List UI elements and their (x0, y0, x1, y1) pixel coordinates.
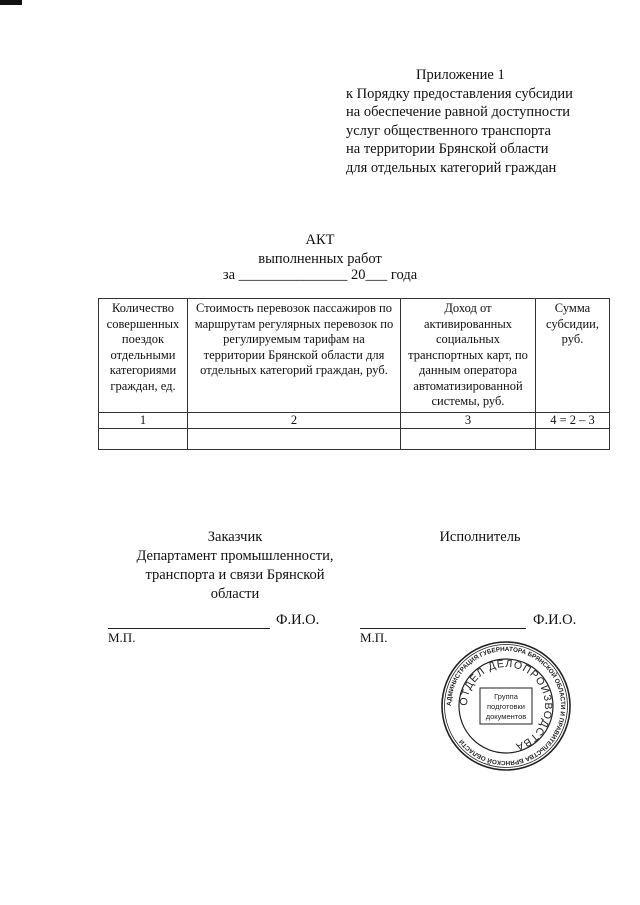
stamp-outer-text: АДМИНИСТРАЦИЯ ГУБЕРНАТОРА БРЯНСКОЙ ОБЛАСТИ И ПРАВИТЕЛЬСТВА БРЯНСКОЙ ОБЛАСТИ (445, 645, 567, 767)
header-card-income: Доход от активированных социальных транспортных карт, по данным оператора автоматизированной системы, руб. (401, 299, 536, 413)
act-subtitle: выполненных работ (258, 251, 382, 267)
scan-mark (0, 0, 22, 5)
act-table (98, 298, 610, 450)
stamp-box-line: подготовки (487, 702, 525, 711)
appendix-line: Приложение 1 (416, 67, 505, 83)
executor-block (400, 528, 560, 547)
appendix-line: для отдельных категорий граждан (346, 159, 557, 176)
table-cell (401, 429, 536, 450)
appendix-line: на территории Брянской области (346, 141, 549, 157)
stamp-box-line: Группа (494, 692, 518, 701)
table-cell (99, 429, 188, 450)
act-period: за _______________ 20___ года (222, 267, 418, 283)
customer-title: Заказчик (207, 529, 263, 545)
appendix-header (346, 66, 636, 177)
table-number-row (99, 412, 610, 429)
column-number: 2 (188, 412, 401, 429)
table-header-row (99, 299, 610, 413)
stamp-box-line: документов (485, 712, 527, 721)
customer-org: Департамент промышленности, транспорта и связи Брянской области (136, 548, 334, 602)
header-trips-count: Количество совершенных поездок отдельными категориями граждан, ед. (99, 299, 188, 413)
customer-seal-label: М.П. (108, 630, 136, 645)
act-title: АКТ (305, 232, 335, 248)
appendix-line: к Порядку предоставления субсидии (346, 85, 573, 102)
header-transport-cost: Стоимость перевозок пассажиров по маршрутам регулярных перевозок по регулируемым тарифам на территории Брянской области для отдельных категорий граждан, руб. (188, 299, 401, 413)
appendix-line: услуг общественного транспорта (346, 122, 551, 139)
stamp-inner-text: ОТДЕЛ ДЕЛОПРОИЗВОДСТВА (457, 657, 555, 753)
table-cell (188, 429, 401, 450)
table-cell (536, 429, 610, 450)
column-number: 1 (99, 412, 188, 429)
customer-signature-line (108, 614, 270, 629)
executor-title: Исполнитель (439, 529, 521, 545)
customer-fio-label: Ф.И.О. (276, 612, 320, 628)
appendix-line: на обеспечение равной доступности (346, 104, 571, 120)
table-row (99, 429, 610, 450)
column-number: 3 (401, 412, 536, 429)
executor-fio-label: Ф.И.О. (533, 612, 577, 628)
executor-seal-label: М.П. (360, 630, 388, 645)
customer-block (120, 528, 350, 604)
column-number: 4 = 2 – 3 (536, 412, 610, 429)
executor-signature-line (360, 614, 526, 629)
official-stamp (440, 640, 572, 772)
header-subsidy-sum: Сумма субсидии, руб. (536, 299, 610, 413)
